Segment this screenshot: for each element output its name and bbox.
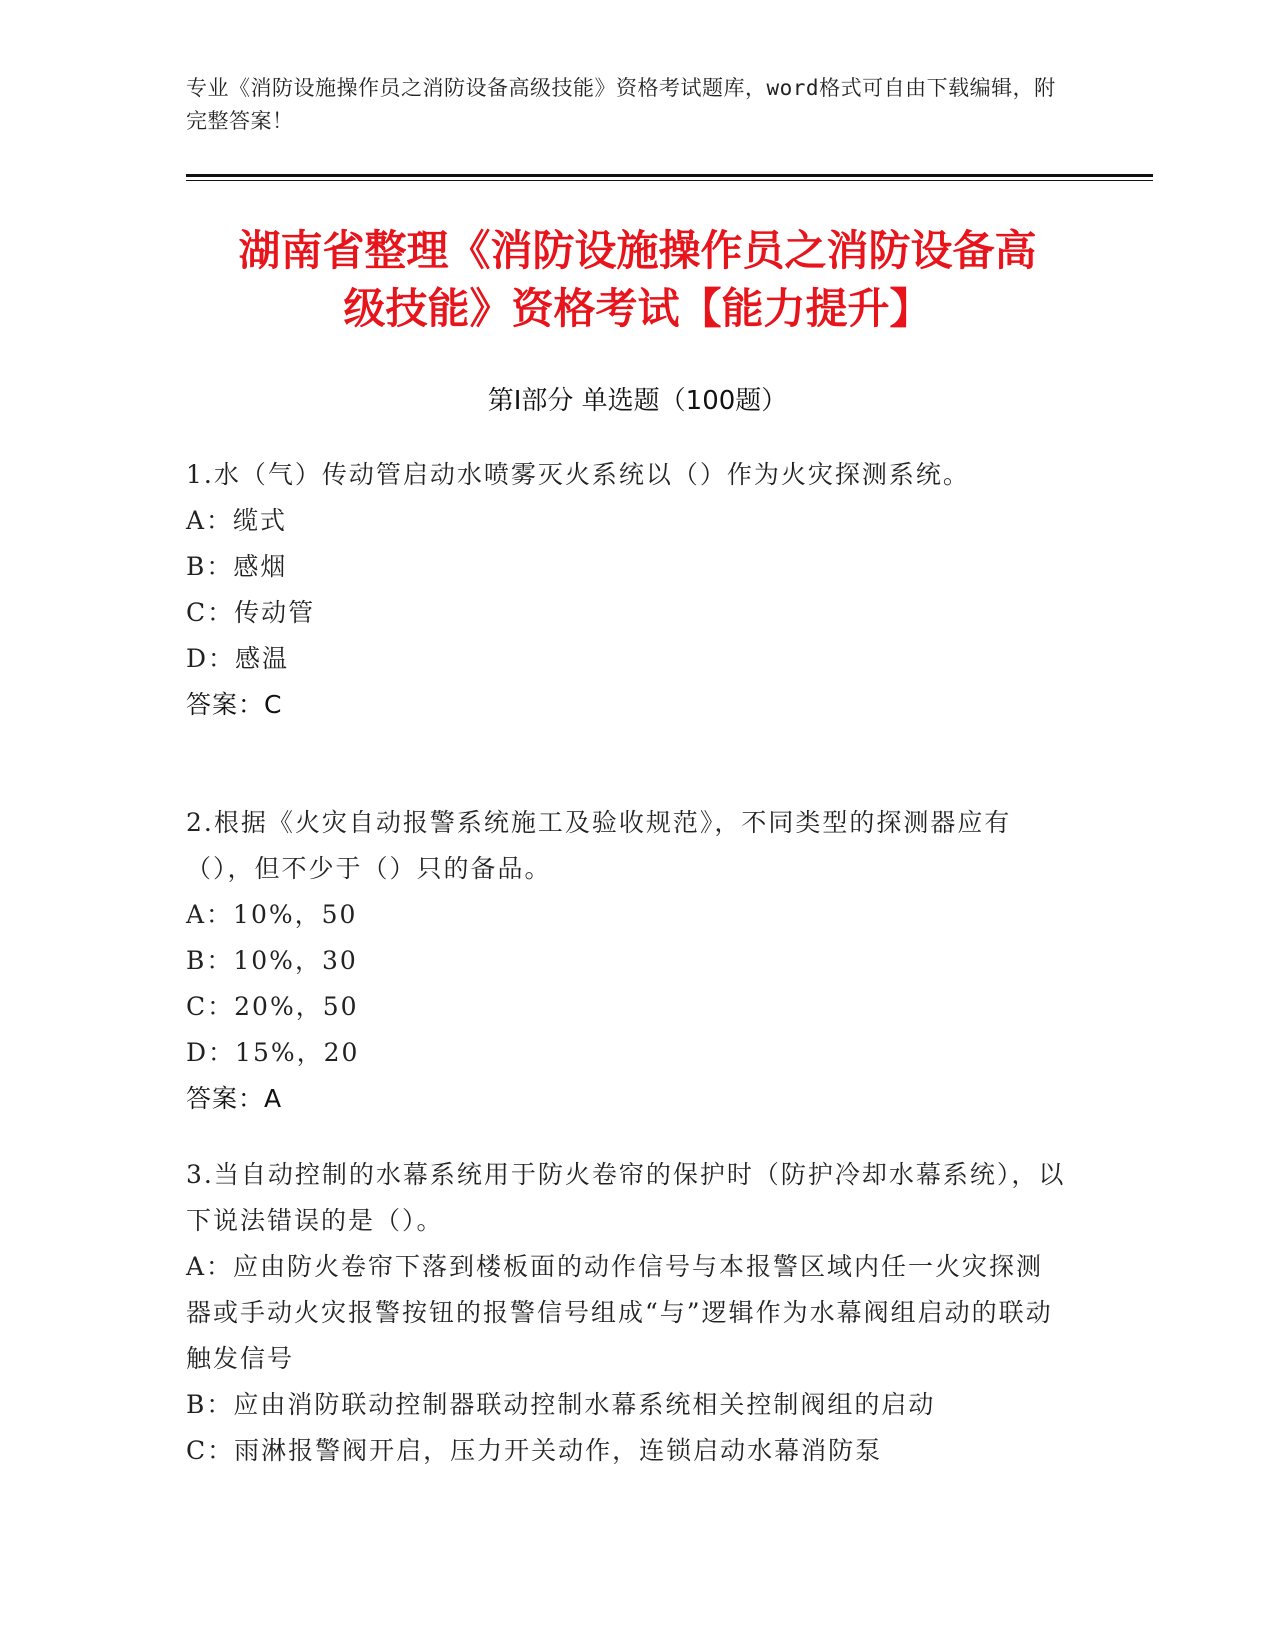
question-option-d: D：15%，20 [186,1038,360,1067]
answer-label: 答案： [186,690,265,719]
question-option-b: B：应由消防联动控制器联动控制水幕系统相关控制阀组的启动 [186,1390,936,1419]
question-option-c: C：20%，50 [186,992,359,1021]
question-answer [186,682,1066,728]
answer-value: C [264,690,283,719]
question-option-a: A：应由防火卷帘下落到楼板面的动作信号与本报警区域内任一火灾探测器或手动火灾报警按钮的报警信号组成“与”逻辑作为水幕阀组启动的联动触发信号 [186,1252,1053,1373]
question-answer [186,1076,1066,1122]
question-option-c: C：雨淋报警阀开启，压力开关动作，连锁启动水幕消防泵 [186,1436,883,1465]
document-title-line-1: 湖南省整理《消防设施操作员之消防设备高 [238,226,1037,275]
question-3 [186,1152,1066,1474]
question-1 [186,452,1066,728]
question-stem: 2.根据《火灾自动报警系统施工及验收规范》，不同类型的探测器应有（），但不少于（）只的备品。 [186,808,1012,883]
question-stem: 1.水（气）传动管启动水喷雾灭火系统以（）作为火灾探测系统。 [186,460,970,489]
answer-label: 答案： [186,1084,265,1113]
question-option-c: C：传动管 [186,598,316,627]
answer-value: A [264,1084,283,1113]
question-option-b: B：感烟 [186,552,288,581]
header-note: 专业《消防设施操作员之消防设备高级技能》资格考试题库，word格式可自由下载编辑，附完整答案！ [186,76,1056,133]
question-2 [186,800,1066,1122]
section-title: 第Ⅰ部分 单选题（100题） [487,386,788,416]
header-divider-thick [186,174,1153,177]
question-option-a: A：10%，50 [186,900,358,929]
document-title-line-2: 级技能》资格考试【能力提升】 [343,284,932,333]
question-option-a: A：缆式 [186,506,288,535]
question-stem: 3.当自动控制的水幕系统用于防火卷帘的保护时（防护冷却水幕系统），以下说法错误的是（）。 [186,1160,1066,1235]
header-divider-thin [186,180,1153,181]
question-option-b: B：10%，30 [186,946,358,975]
document-title [130,222,1145,338]
question-option-d: D：感温 [186,644,290,673]
